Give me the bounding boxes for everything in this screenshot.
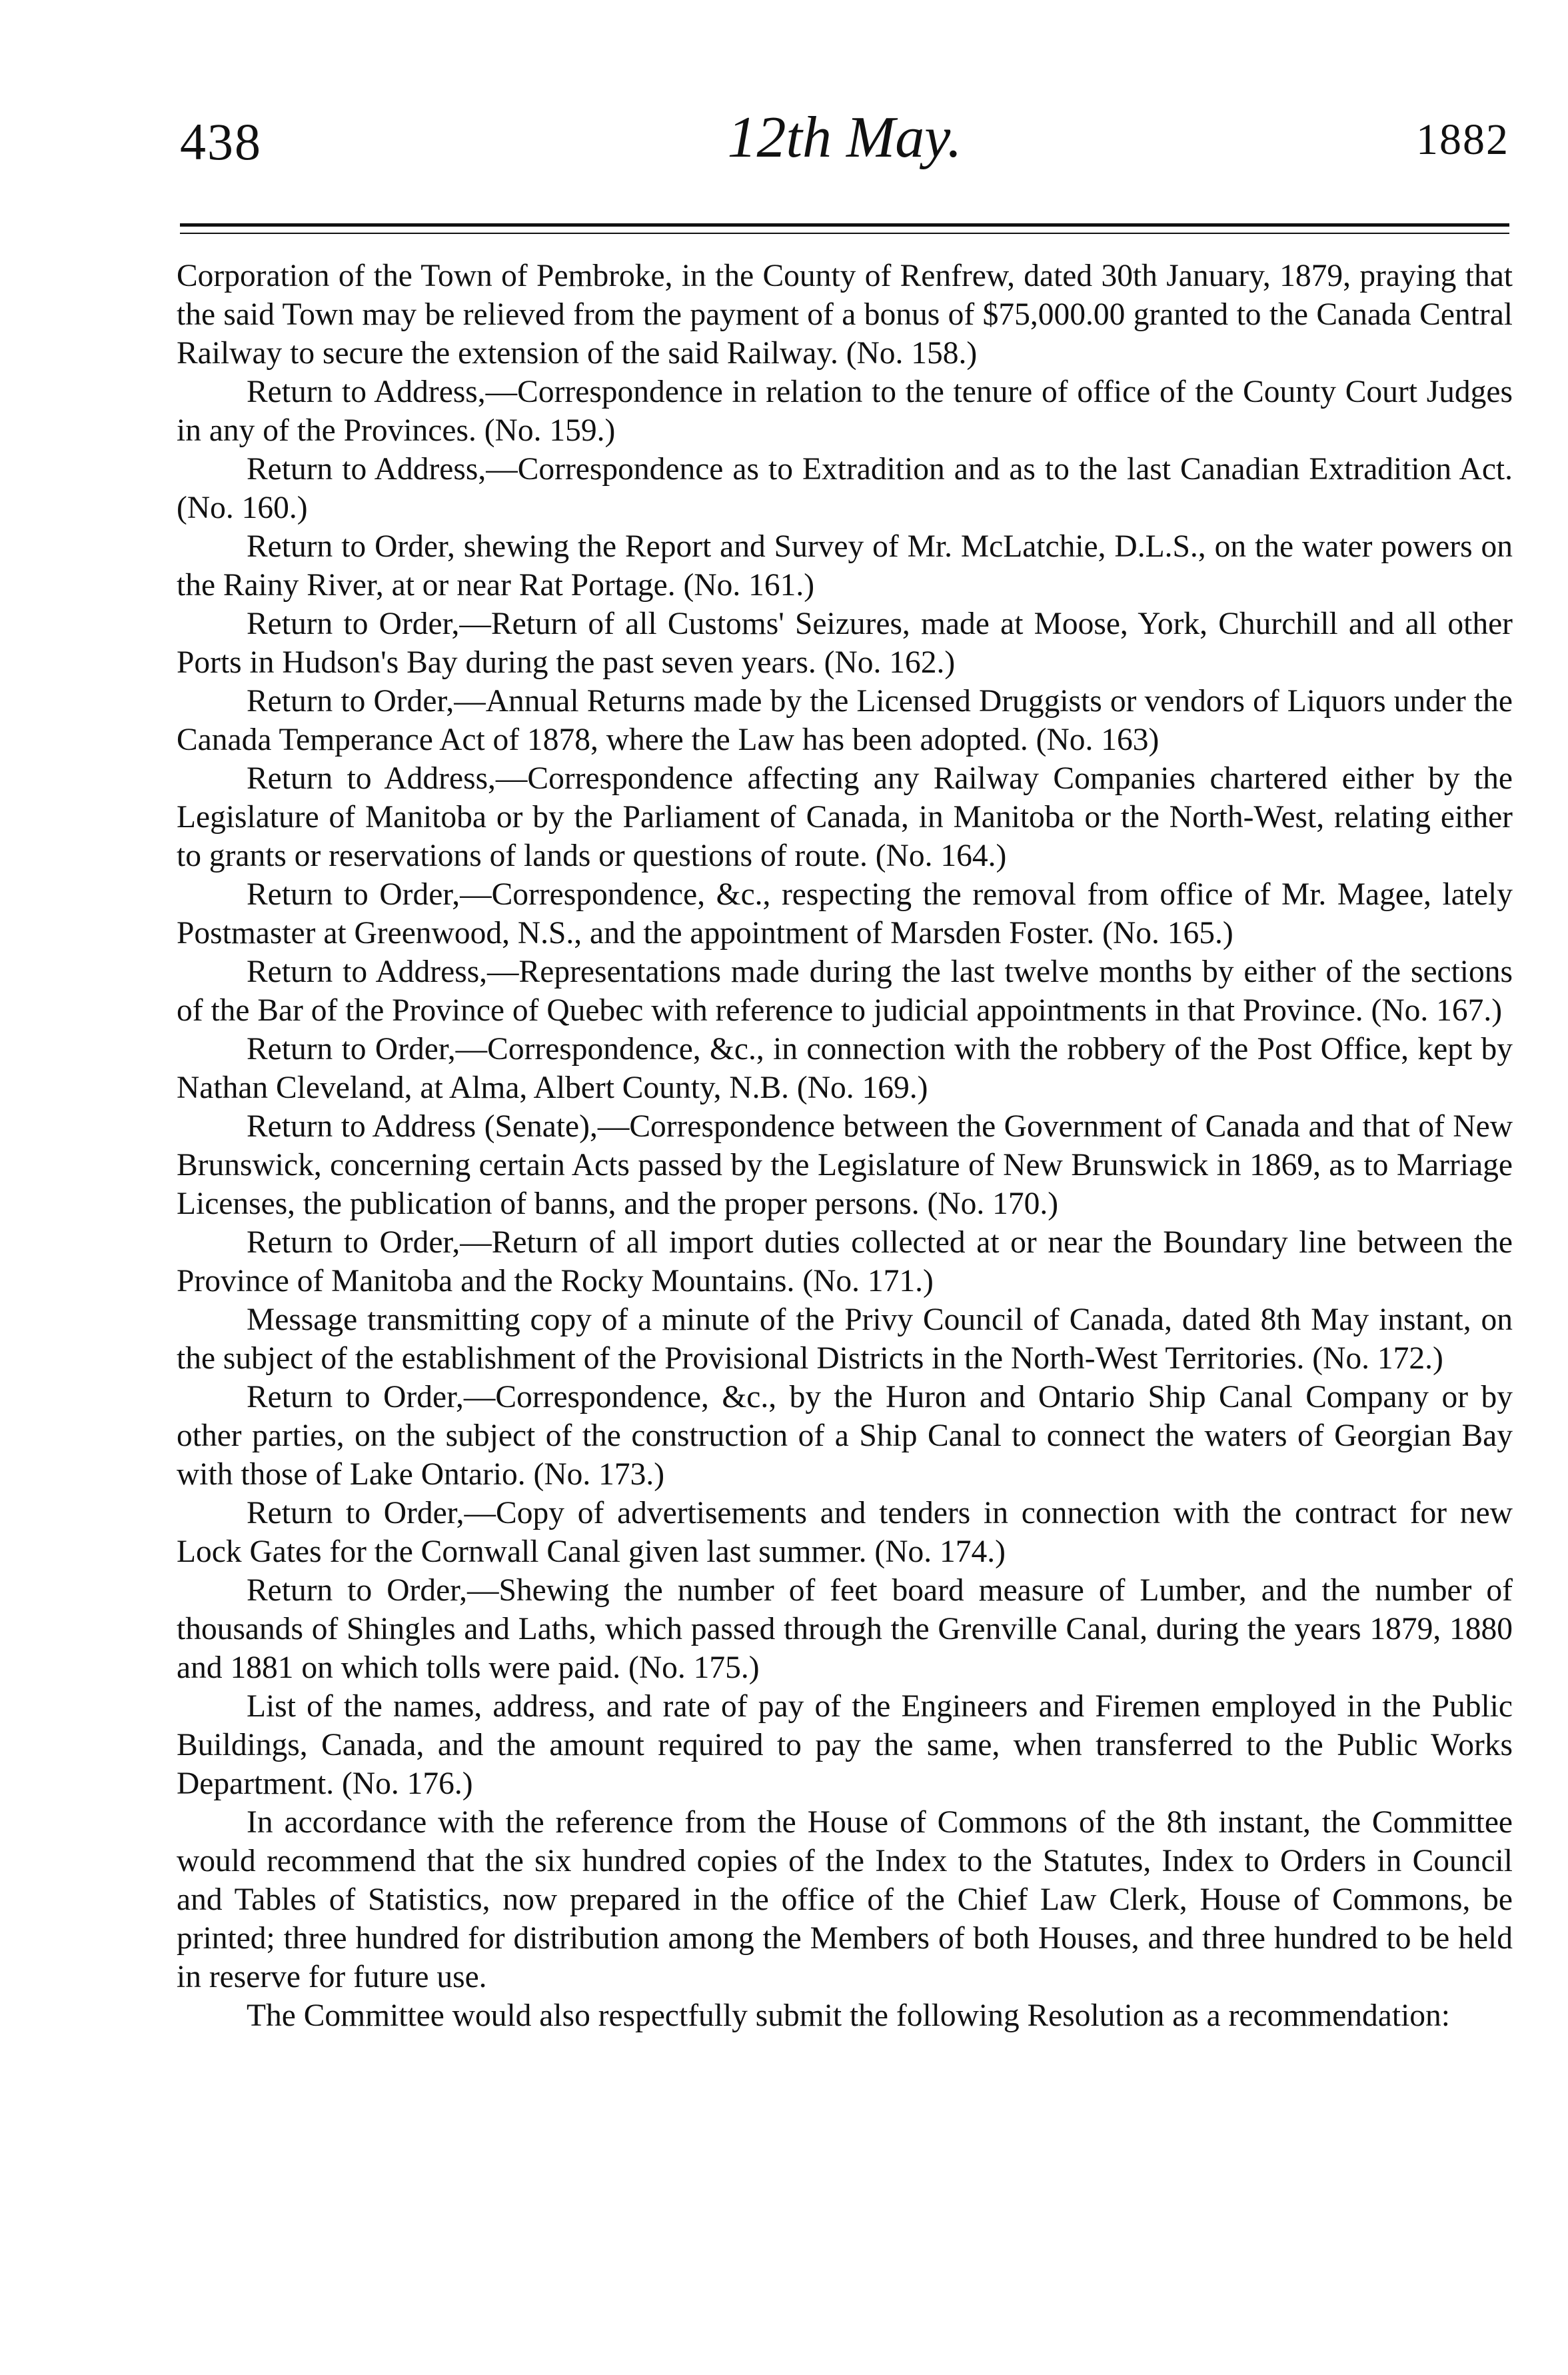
running-title: 12th May. bbox=[727, 105, 962, 170]
page-number: 438 bbox=[180, 113, 262, 171]
header-rule-thin bbox=[180, 233, 1509, 234]
paragraph: Return to Address (Senate),—Correspondence between the Government of Canada and that of New Brunswick, concerning certain Acts passed by the Legislature of New Brunswick in 1869, as to Marriage Licenses, the publication of banns, and the proper persons. (No. 170.) bbox=[177, 1109, 1513, 1221]
paragraph: Return to Order, shewing the Report and Survey of Mr. McLatchie, D.L.S., on the water powers on the Rainy River, at or near Rat Portage. (No. 161.) bbox=[177, 529, 1513, 603]
header-rule-thick bbox=[180, 223, 1509, 227]
paragraph: Return to Order,—Correspondence, &c., respecting the removal from office of Mr. Magee, lately Postmaster at Greenwood, N.S., and the appointment of Marsden Foster. (No. 165.) bbox=[177, 877, 1513, 951]
paragraph: Return to Address,—Correspondence affecting any Railway Companies chartered either by the Legislature of Manitoba or by the Parliament of Canada, in Manitoba or the North-West, relating either to grants or reservations of lands or questions of route. (No. 164.) bbox=[177, 761, 1513, 873]
paragraph: Return to Address,—Correspondence in relation to the tenure of office of the County Court Judges in any of the Provinces. (No. 159.) bbox=[177, 375, 1513, 448]
paragraph: Return to Order,—Return of all import duties collected at or near the Boundary line between the Province of Manitoba and the Rocky Mountains. (No. 171.) bbox=[177, 1225, 1513, 1298]
paragraph: Return to Order,—Annual Returns made by the Licensed Druggists or vendors of Liquors under the Canada Temperance Act of 1878, where the Law has been adopted. (No. 163) bbox=[177, 684, 1513, 757]
body-text bbox=[177, 257, 1513, 2035]
paragraph: Return to Order,—Correspondence, &c., by the Huron and Ontario Ship Canal Company or by other parties, on the subject of the construction of a Ship Canal to connect the waters of Georgian Bay with those of Lake Ontario. (No. 173.) bbox=[177, 1380, 1513, 1492]
header-year: 1882 bbox=[1416, 115, 1509, 164]
paragraph: In accordance with the reference from the House of Commons of the 8th instant, the Committee would recommend that the six hundred copies of the Index to the Statutes, Index to Orders in Council and Tables of Statistics, now prepared in the office of the Chief Law Clerk, House of Commons, be printed; three hundred for distribution among the Members of both Houses, and three hundred to be held in reserve for future use. bbox=[177, 1805, 1513, 1994]
paragraph: Corporation of the Town of Pembroke, in the County of Renfrew, dated 30th January, 1879, praying that the said Town may be relieved from the payment of a bonus of $75,000.00 granted to the Canada Central Railway to secure the extension of the said Railway. (No. 158.) bbox=[177, 259, 1513, 371]
paragraph: Return to Order,—Return of all Customs' Seizures, made at Moose, York, Churchill and all other Ports in Hudson's Bay during the past seven years. (No. 162.) bbox=[177, 607, 1513, 680]
paragraph: Return to Order,—Shewing the number of feet board measure of Lumber, and the number of thousands of Shingles and Laths, which passed through the Grenville Canal, during the years 1879, 1880 and 1881 on which tolls were paid. (No. 175.) bbox=[177, 1573, 1513, 1685]
paragraph: Return to Address,—Correspondence as to Extradition and as to the last Canadian Extradition Act. (No. 160.) bbox=[177, 452, 1513, 525]
paragraph: Message transmitting copy of a minute of the Privy Council of Canada, dated 8th May instant, on the subject of the establishment of the Provisional Districts in the North-West Territories. (No. 172.) bbox=[177, 1302, 1513, 1376]
paragraph: Return to Order,—Correspondence, &c., in connection with the robbery of the Post Office, kept by Nathan Cleveland, at Alma, Albert County, N.B. (No. 169.) bbox=[177, 1032, 1513, 1105]
paragraph: List of the names, address, and rate of pay of the Engineers and Firemen employed in the Public Buildings, Canada, and the amount required to pay the same, when transferred to the Public Works Department. (No. 176.) bbox=[177, 1689, 1513, 1801]
paragraph: The Committee would also respectfully submit the following Resolution as a recommendation: bbox=[247, 1998, 1450, 2033]
page-header bbox=[180, 100, 1509, 180]
paragraph: Return to Order,—Copy of advertisements and tenders in connection with the contract for new Lock Gates for the Cornwall Canal given last summer. (No. 174.) bbox=[177, 1496, 1513, 1569]
paragraph: Return to Address,—Representations made during the last twelve months by either of the sections of the Bar of the Province of Quebec with reference to judicial appointments in that Province. (No. 167.) bbox=[177, 955, 1513, 1028]
